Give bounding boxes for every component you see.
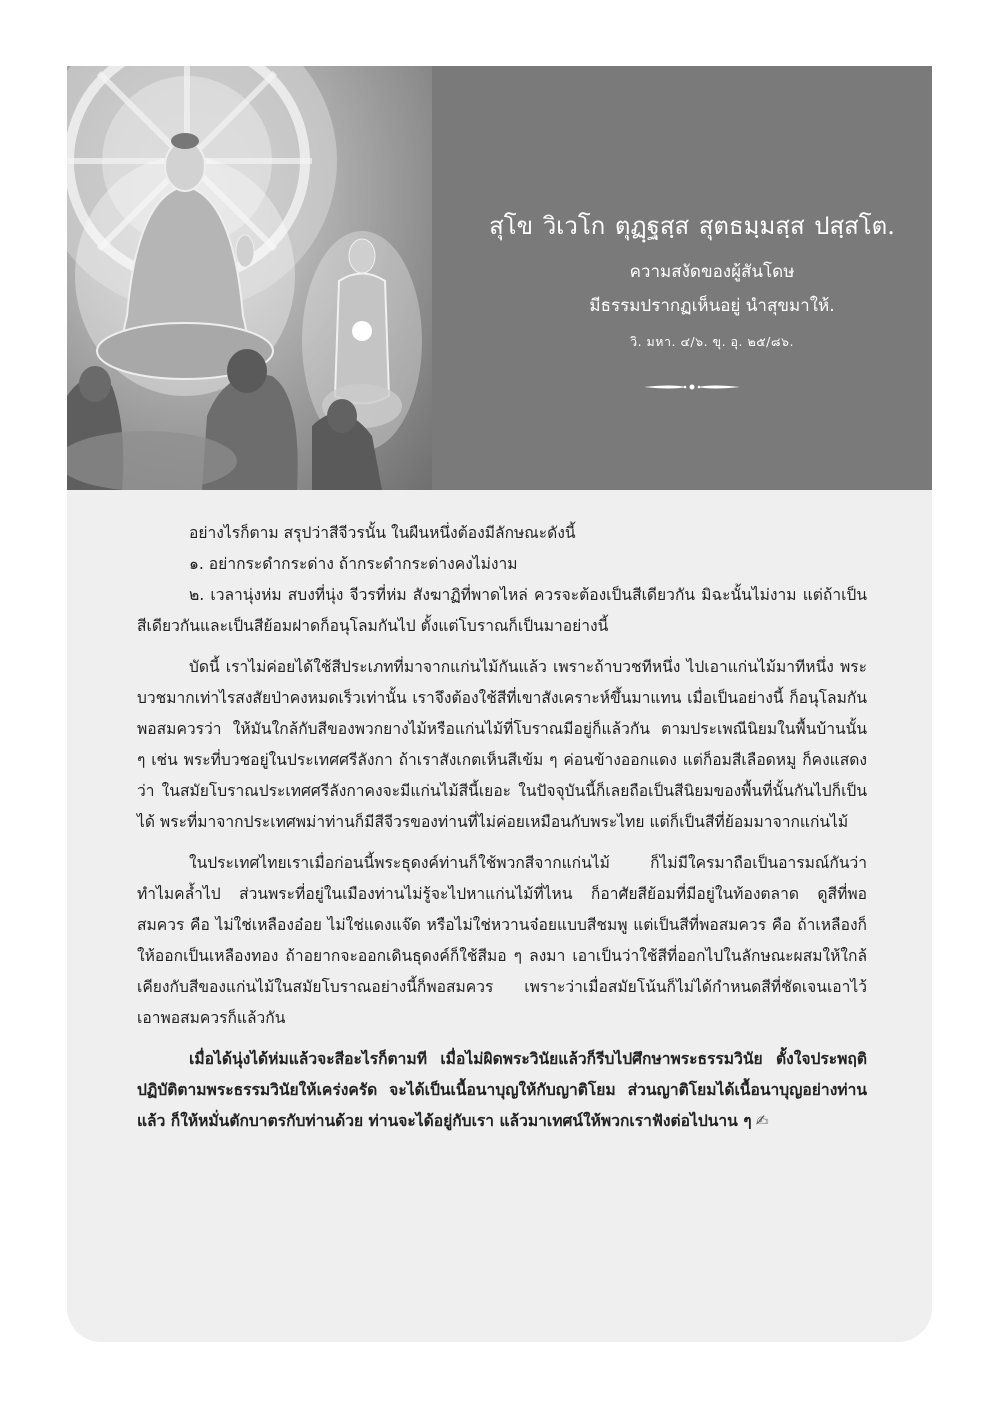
verse-pali: สุโข วิเวโก ตุฏฺฐสฺส สุตธมฺมสฺส ปสฺสโต. bbox=[489, 212, 895, 240]
paragraph-conclusion bbox=[137, 1044, 867, 1137]
verse-block bbox=[432, 66, 932, 490]
header-band bbox=[67, 66, 932, 490]
verse-reference: วิ. มหา. ๔/๖. ขุ. อุ. ๒๕/๘๖. bbox=[630, 334, 794, 349]
conclusion-text: เมื่อได้นุ่งได้ห่มแล้วจะสีอะไรก็ตามที เมื่อไม่ผิดพระวินัยแล้วก็รีบไปศึกษาพระธรรมวินัย ตั้งใจประพฤติปฏิบัติตามพระธรรมวินัยให้เคร่งครัด จะได้เป็นเนื้อนาบุญให้กับญาติโยม ส่วนญาติโยมได้เนื้อนาบุญอย่างท่านแล้ว ก็ให้หมั่นตักบาตรกับท่านด้วย ท่านจะได้อยู่กับเรา แล้วมาเทศน์ให้พวกเราฟังต่อไปนาน ๆ bbox=[137, 1050, 867, 1130]
paragraph-item-1: ๑. อย่ากระดำกระด่าง ถ้ากระดำกระด่างคงไม่งาม bbox=[189, 555, 518, 573]
verse-thai-line-1: ความสงัดของผู้สันโดษ bbox=[629, 262, 795, 282]
page-card bbox=[67, 66, 932, 1342]
paragraph-item-2: ๒. เวลานุ่งห่ม สบงที่นุ่ง จีวรที่ห่ม สังฆาฏิที่พาดไหล่ ควรจะต้องเป็นสีเดียวกัน มิฉะนั้นไม่งาม แต่ถ้าเป็นสีเดียวกันและเป็นสีย้อมฝาดก็อนุโลมกันไป ตั้งแต่โบราณก็เป็นมาอย่างนี้ bbox=[137, 586, 867, 635]
ornament-divider-icon bbox=[642, 380, 742, 394]
buddha-illustration bbox=[67, 66, 432, 490]
end-mark-icon: ✍ bbox=[755, 1112, 769, 1130]
paragraph-thai-monks: ในประเทศไทยเราเมื่อก่อนนี้พระธุดงค์ท่านก็ใช้พวกสีจากแก่นไม้ ก็ไม่มีใครมาถือเป็นอารมณ์กันว่าทำไมคล้ำไป ส่วนพระที่อยู่ในเมืองท่านไม่รู้จะไปหาแก่นไม้ที่ไหน ก็อาศัยสีย้อมที่มีอยู่ในท้องตลาด ดูสีที่พอสมควร คือ ไม่ใช่เหลืองอ๋อย ไม่ใช่แดงแจ๊ด หรือไม่ใช่หวานจ๋อยแบบสีชมพู แต่เป็นสีที่พอสมควร คือ ถ้าเหลืองก็ให้ออกเป็นเหลืองทอง ถ้าอยากจะออกเดินธุดงค์ก็ใช้สีมอ ๆ ลงมา เอาเป็นว่าใช้สีที่ออกไปในลักษณะผสมให้ใกล้เคียงกับสีของแก่นไม้ในสมัยโบราณอย่างนี้ก็พอสมควร เพราะว่าเมื่อสมัยโน้นก็ไม่ได้กำหนดสีที่ชัดเจนเอาไว้ เอาพอสมควรก็แล้วกัน bbox=[137, 854, 867, 1027]
paragraph-intro: อย่างไรก็ตาม สรุปว่าสีจีวรนั้น ในผืนหนึ่งต้องมีลักษณะดังนี้ bbox=[189, 524, 576, 542]
body-text bbox=[137, 518, 867, 1137]
buddha-illustration-art bbox=[67, 66, 432, 490]
verse-thai-line-2: มีธรรมปรากฏเห็นอยู่ นำสุขมาให้. bbox=[589, 296, 835, 316]
paragraph-synthetic-dyes: บัดนี้ เราไม่ค่อยได้ใช้สีประเภทที่มาจากแก่นไม้กันแล้ว เพราะถ้าบวชทีหนึ่ง ไปเอาแก่นไม้มาทีหนึ่ง พระบวชมากเท่าไรสงสัยป่าคงหมดเร็วเท่านั้น เราจึงต้องใช้สีที่เขาสังเคราะห์ขึ้นมาแทน เมื่อเป็นอย่างนี้ ก็อนุโลมกันพอสมควรว่า ให้มันใกล้กับสีของพวกยางไม้หรือแก่นไม้ที่โบราณมีอยู่ก็แล้วกัน ตามประเพณีนิยมในพื้นบ้านนั้น ๆ เช่น พระที่บวชอยู่ในประเทศศรีลังกา ถ้าเราสังเกตเห็นสีเข้ม ๆ ค่อนข้างออกแดง แต่ก็อมสีเลือดหมู ก็คงแสดงว่า ในสมัยโบราณประเทศศรีลังกาคงจะมีแก่นไม้สีนี้เยอะ ในปัจจุบันนี้ก็เลยถือเป็นสีนิยมของพื้นที่นั้นกันไปก็เป็นได้ พระที่มาจากประเทศพม่าท่านก็มีสีจีวรของท่านที่ไม่ค่อยเหมือนกับพระไทย แต่ก็เป็นสีที่ย้อมมาจากแก่นไม้ bbox=[137, 658, 867, 831]
